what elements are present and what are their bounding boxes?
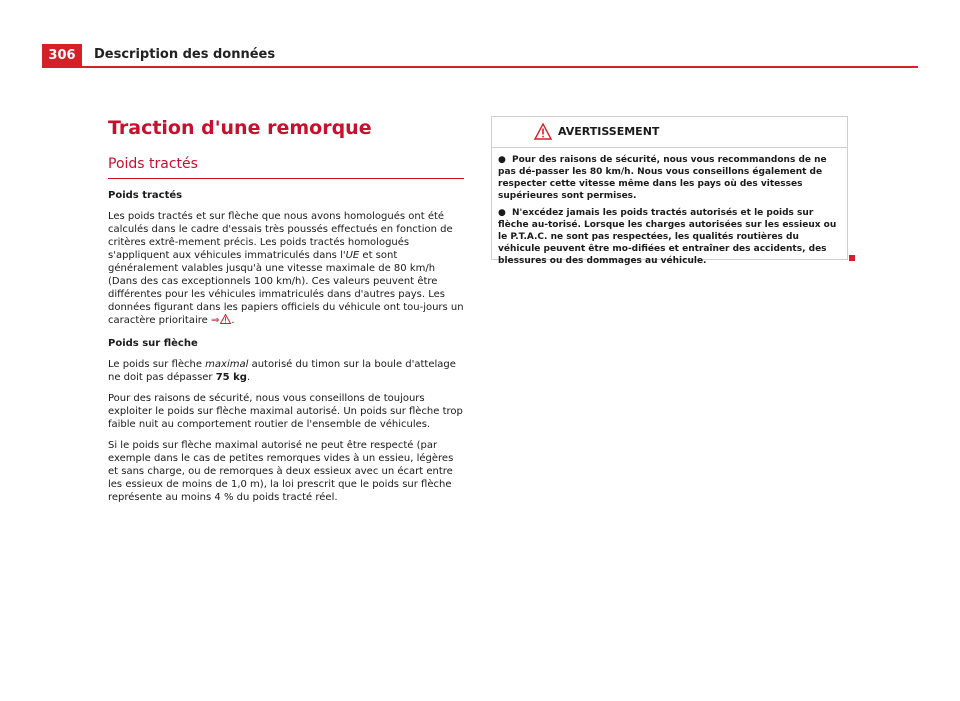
- header-rule: [42, 66, 918, 68]
- text-emph: UE: [345, 250, 360, 261]
- block-heading: Poids tractés: [108, 190, 183, 201]
- text-run: .: [246, 372, 251, 383]
- cross-reference-arrow[interactable]: ⇒: [210, 315, 220, 326]
- text-run: Les poids tractés et sur flèche que nous avons homologués ont été calculés dans le cadre d'essais très poussés effectués en fonction de critères extrê-mement précis. Les poids tractés homologués s'appliquent aux véhicules immatriculés dans l': [108, 211, 453, 261]
- warning-title: AVERTISSEMENT: [558, 125, 660, 138]
- page-header: [42, 44, 918, 68]
- block-heading: Poids sur flèche: [108, 338, 198, 349]
- text-emph: maximal: [205, 359, 249, 370]
- block-poids-sur-fleche: [108, 337, 464, 504]
- paragraph: [108, 210, 464, 327]
- warning-header: [492, 117, 847, 148]
- page-title: Traction d'une remorque: [108, 117, 372, 139]
- warning-triangle-icon: [534, 123, 552, 140]
- text-run: Le poids sur flèche: [108, 359, 206, 370]
- text-run: autorisé du timon sur la boule d'attelage ne doit pas dépasser: [108, 359, 456, 383]
- warning-body: [492, 148, 847, 267]
- paragraph: Pour des raisons de sécurité, nous vous conseillons de toujours exploiter le poids sur flèche maximal autorisé. Un poids sur flèche trop faible nuit au comportement routier de l'ensemble de véhicules.: [108, 393, 463, 430]
- bullet: ●: [498, 155, 506, 165]
- section-title: Description des données: [94, 47, 276, 62]
- main-column: [108, 116, 464, 512]
- block-poids-tractes: [108, 189, 464, 327]
- warning-text: Pour des raisons de sécurité, nous vous recommandons de ne pas dé-passer les 80 km/h. Nous vous conseillons également de respecter cette vitesse même dans les pays où des vitesses supérieures sont permises.: [498, 155, 827, 201]
- section-subtitle: Poids tractés: [108, 154, 464, 179]
- page-number: 306: [42, 44, 82, 66]
- warning-item: [498, 154, 839, 202]
- paragraph: Si le poids sur flèche maximal autorisé ne peut être respecté (par exemple dans le cas de petites remorques vides à un essieu, légères et sans charge, ou de remorques à deux essieux avec un écart entre les essieux de moins de 1,0 m), la loi prescrit que le poids sur flèche représente au moins 4 % du poids tracté réel.: [108, 440, 454, 503]
- text-run: et sont généralement valables jusqu'à une vitesse maximale de 80 km/h (Dans des cas exceptionnels 100 km/h). Ces valeurs peuvent être différentes pour les véhicules immatriculés dans d'autres pays. Les données figurant dans les papiers officiels du véhicule ont tou-jours un caractère prioritaire: [108, 250, 464, 326]
- warning-triangle-icon[interactable]: [220, 314, 231, 324]
- bullet: ●: [498, 208, 506, 218]
- warning-box: [491, 116, 848, 266]
- paragraph: [108, 358, 464, 384]
- end-of-section-mark: [849, 255, 855, 261]
- text-strong: 75 kg: [215, 372, 247, 383]
- warning-text: N'excédez jamais les poids tractés autorisés et le poids sur flèche au-torisé. Lorsque les charges autorisées sur les essieux ou le P.T.A.C. ne sont pas respectées, les qualités routières du véhicule peuvent être mo-difiées et entraîner des accidents, des blessures ou des dommages au véhicule.: [498, 208, 837, 266]
- text-run: .: [231, 315, 235, 326]
- warning-item: [498, 207, 839, 267]
